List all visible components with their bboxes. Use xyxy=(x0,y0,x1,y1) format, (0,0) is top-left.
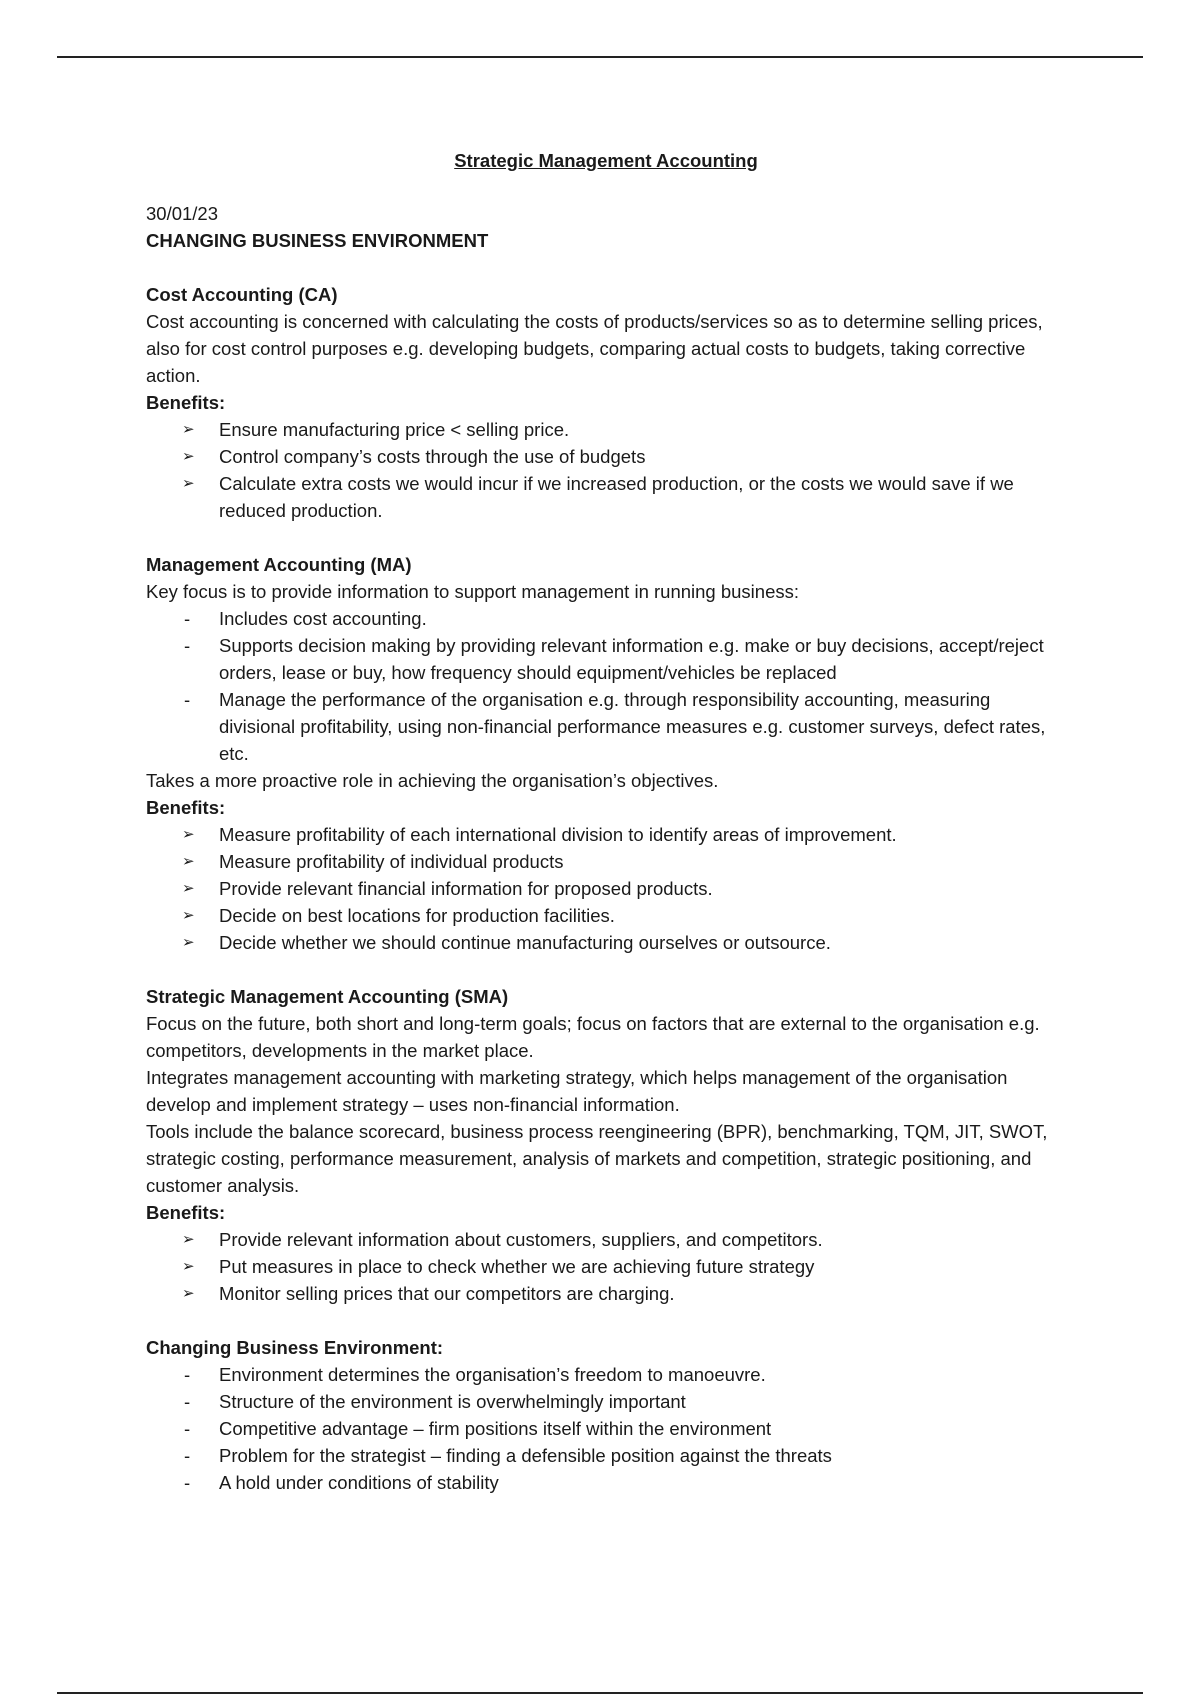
section-heading: Cost Accounting (CA) xyxy=(146,284,338,305)
document-body xyxy=(146,147,1066,1496)
section-paragraph: Integrates management accounting with marketing strategy, which helps management of the organisation develop and implement strategy – uses non-financial information. xyxy=(146,1067,1008,1115)
benefits-list xyxy=(146,821,1066,956)
list-item: - Manage the performance of the organisation e.g. through responsibility accounting, measuring divisional profitability, using non-financial performance measures e.g. customer surveys, defect rates, etc. xyxy=(146,686,1066,767)
section-management-accounting xyxy=(146,551,1066,956)
list-item: ➢ Decide on best locations for production facilities. xyxy=(146,902,1066,929)
list-item: ➢ Ensure manufacturing price < selling price. xyxy=(146,416,1066,443)
list-item: ➢ Measure profitability of individual products xyxy=(146,848,1066,875)
section-paragraph: Focus on the future, both short and long-term goals; focus on factors that are external to the organisation e.g. competitors, developments in the market place. xyxy=(146,1013,1040,1061)
points-list xyxy=(146,605,1066,767)
benefits-label: Benefits: xyxy=(146,1202,226,1223)
section-changing-environment xyxy=(146,1334,1066,1496)
section-intro: Key focus is to provide information to support management in running business: xyxy=(146,581,800,602)
list-item: - A hold under conditions of stability xyxy=(146,1469,1066,1496)
section-heading: Strategic Management Accounting (SMA) xyxy=(146,986,509,1007)
list-item: - Competitive advantage – firm positions itself within the environment xyxy=(146,1415,1066,1442)
list-item: ➢ Provide relevant financial information for proposed products. xyxy=(146,875,1066,902)
list-item: - Environment determines the organisation’s freedom to manoeuvre. xyxy=(146,1361,1066,1388)
benefits-label: Benefits: xyxy=(146,392,226,413)
main-heading: CHANGING BUSINESS ENVIRONMENT xyxy=(146,230,489,251)
section-paragraph: Tools include the balance scorecard, business process reengineering (BPR), benchmarking, TQM, JIT, SWOT, strategic costing, performance measurement, analysis of markets and competition, strategic positioning, and customer analysis. xyxy=(146,1121,1048,1196)
list-item: ➢ Decide whether we should continue manufacturing ourselves or outsource. xyxy=(146,929,1066,956)
list-item: ➢ Control company’s costs through the use of budgets xyxy=(146,443,1066,470)
footer-rule xyxy=(57,1692,1143,1694)
section-text: Cost accounting is concerned with calculating the costs of products/services so as to determine selling prices, also for cost control purposes e.g. developing budgets, comparing actual costs to budgets, taking corrective action. xyxy=(146,311,1043,386)
list-item: ➢ Measure profitability of each international division to identify areas of improvement. xyxy=(146,821,1066,848)
benefits-list xyxy=(146,416,1066,524)
benefits-label: Benefits: xyxy=(146,797,226,818)
benefits-list xyxy=(146,1226,1066,1307)
points-list xyxy=(146,1361,1066,1496)
list-item: - Includes cost accounting. xyxy=(146,605,1066,632)
list-item: ➢ Put measures in place to check whether we are achieving future strategy xyxy=(146,1253,1066,1280)
section-role: Takes a more proactive role in achieving the organisation’s objectives. xyxy=(146,770,719,791)
document-title: Strategic Management Accounting xyxy=(454,150,758,171)
section-heading: Changing Business Environment: xyxy=(146,1337,444,1358)
list-item: - Supports decision making by providing relevant information e.g. make or buy decisions, accept/reject orders, lease or buy, how frequency should equipment/vehicles be replaced xyxy=(146,632,1066,686)
list-item: - Problem for the strategist – finding a defensible position against the threats xyxy=(146,1442,1066,1469)
section-heading: Management Accounting (MA) xyxy=(146,554,412,575)
section-cost-accounting xyxy=(146,281,1066,524)
list-item: ➢ Monitor selling prices that our competitors are charging. xyxy=(146,1280,1066,1307)
list-item: ➢ Calculate extra costs we would incur if we increased production, or the costs we would save if we reduced production. xyxy=(146,470,1066,524)
date: 30/01/23 xyxy=(146,203,219,224)
list-item: ➢ Provide relevant information about customers, suppliers, and competitors. xyxy=(146,1226,1066,1253)
section-strategic-management-accounting xyxy=(146,983,1066,1307)
header-rule xyxy=(57,56,1143,58)
list-item: - Structure of the environment is overwhelmingly important xyxy=(146,1388,1066,1415)
